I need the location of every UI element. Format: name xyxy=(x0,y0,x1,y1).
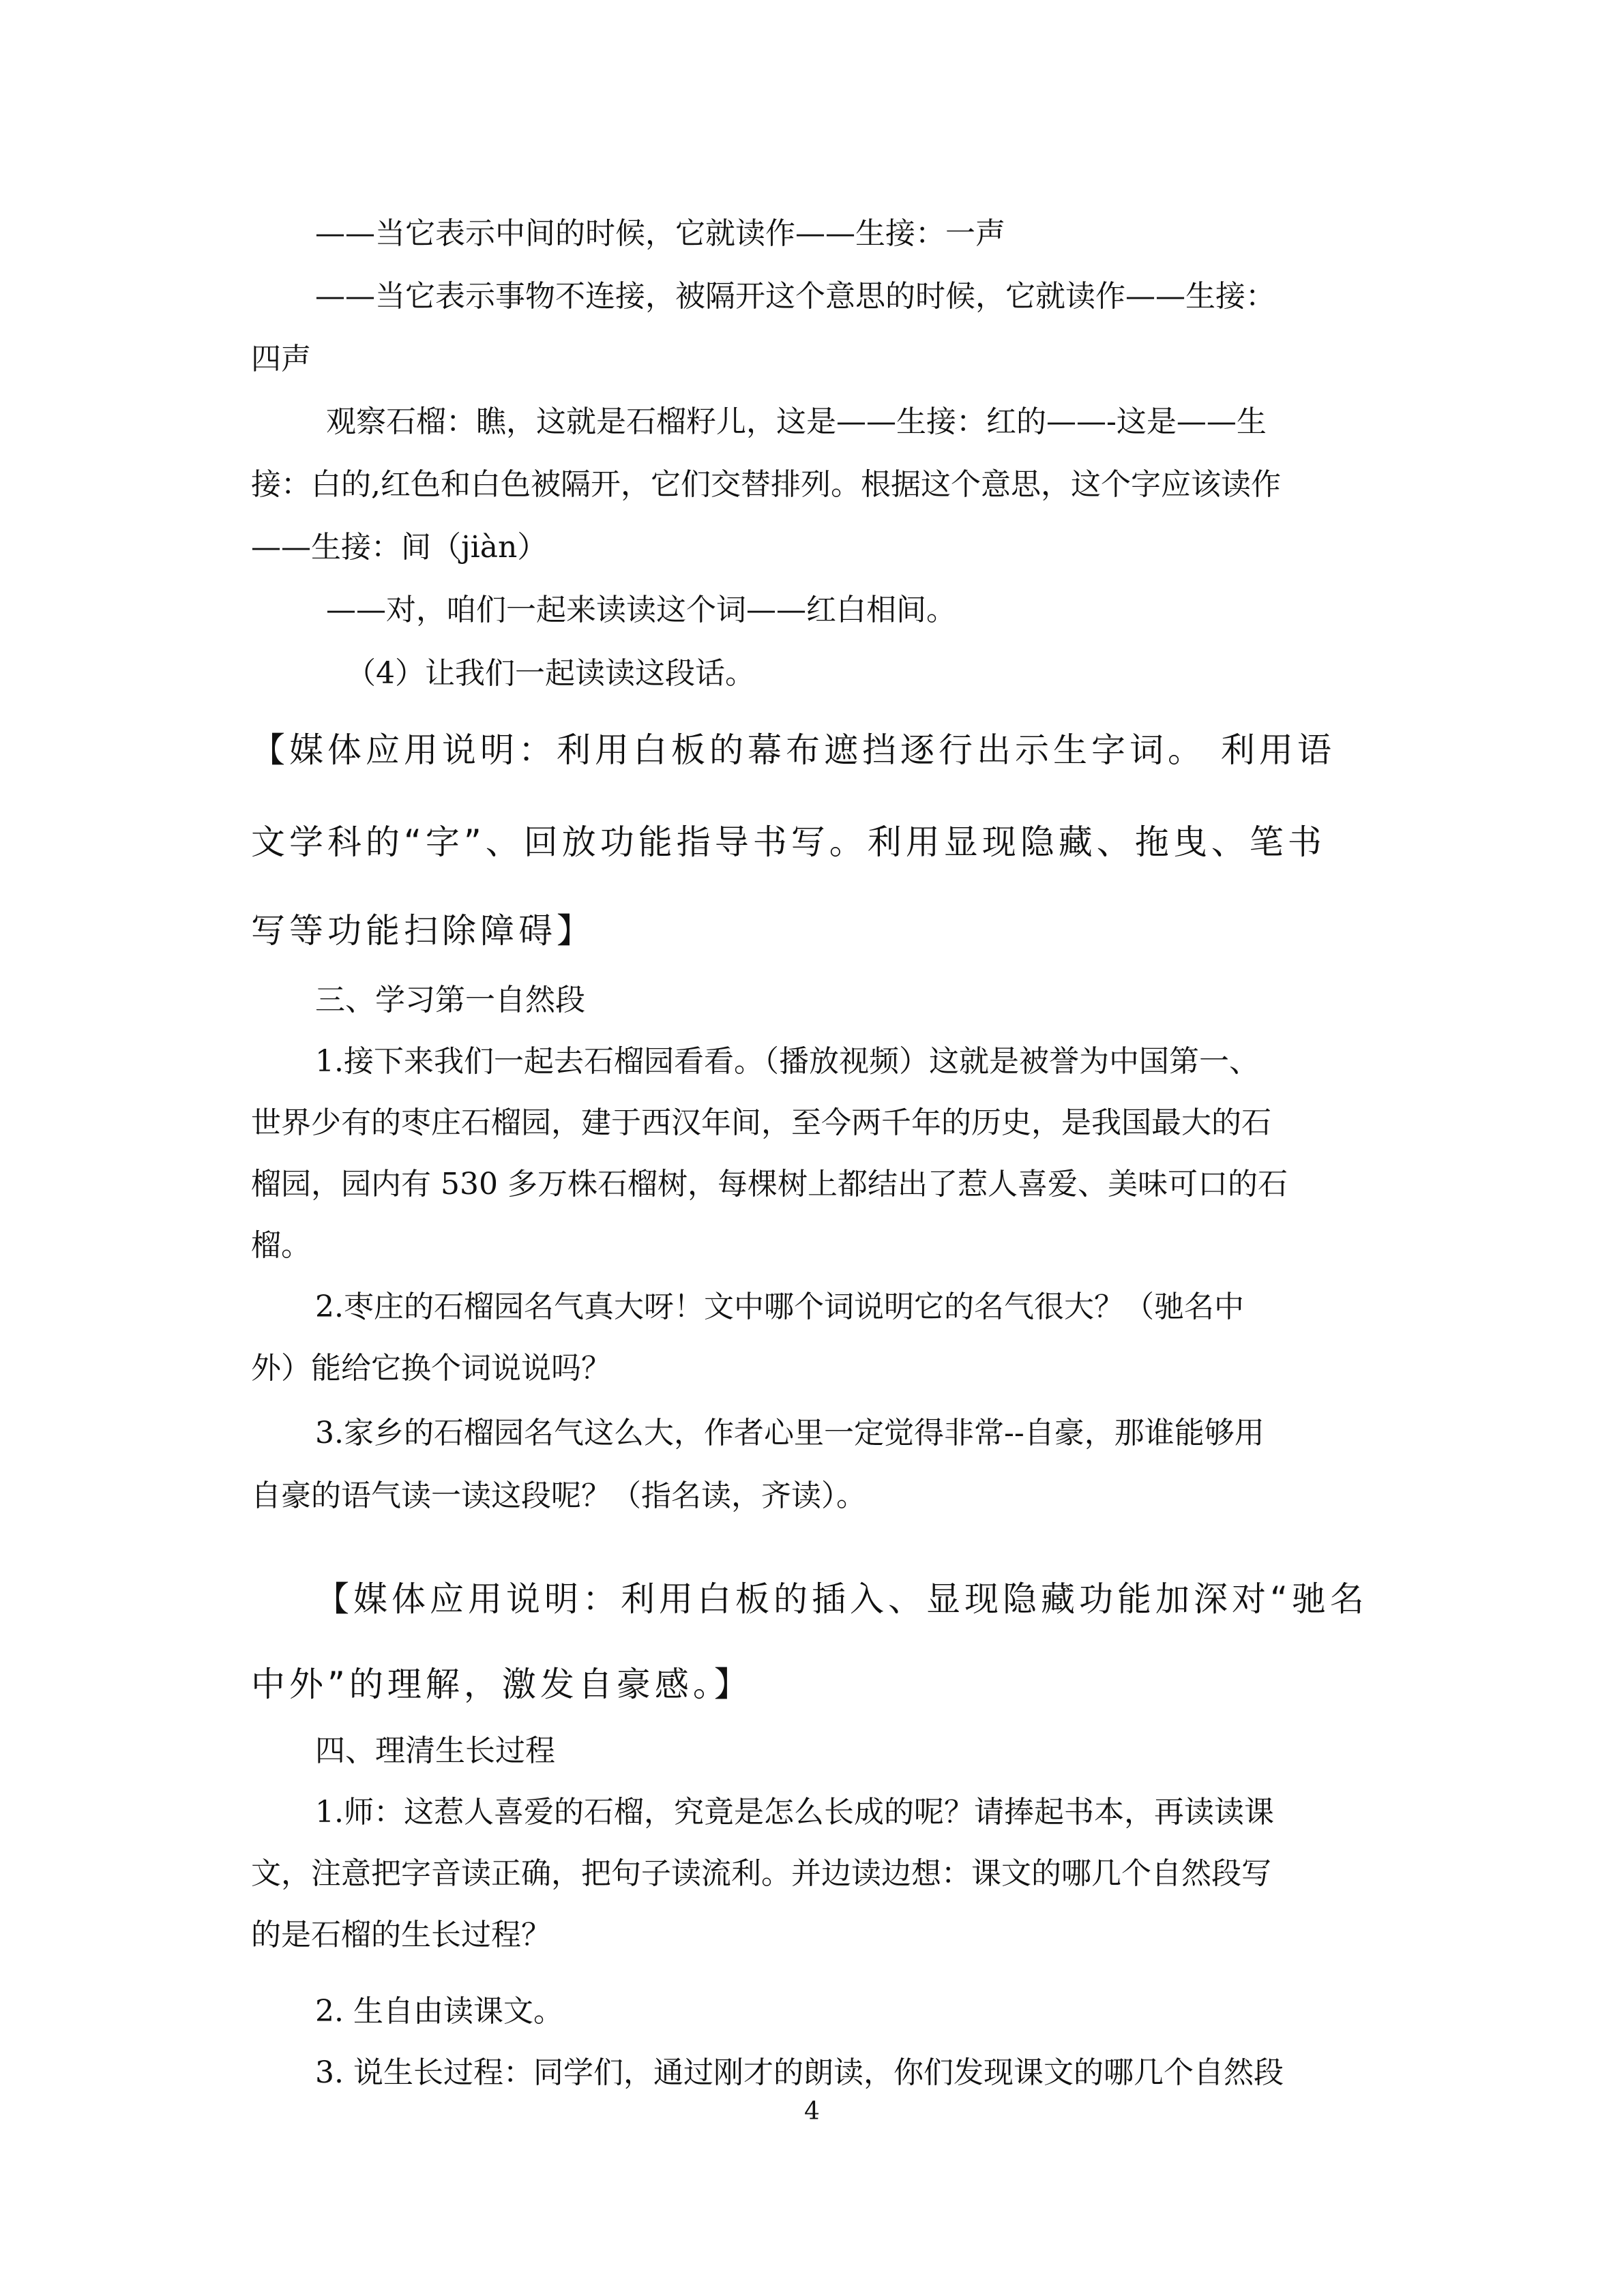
text-line: 1.师：这惹人喜爱的石榴，究竟是怎么长成的呢？请捧起书本，再读读课 xyxy=(315,1795,1274,1830)
media-note-line: 中外”的理解，激发自豪感。】 xyxy=(251,1665,752,1704)
text-line: 2. 生自由读课文。 xyxy=(315,1994,563,2029)
media-note-line: 【媒体应用说明：利用白板的插入、显现隐藏功能加深对“驰名 xyxy=(315,1579,1368,1619)
text-line: 接：白的,红色和白色被隔开，它们交替排列。根据这个意思，这个字应该读作 xyxy=(251,467,1281,502)
media-note-line: 写等功能扫除障碍】 xyxy=(251,911,595,951)
text-line: ——当它表示事物不连接，被隔开这个意思的时候，它就读作——生接： xyxy=(315,279,1275,314)
text-line: 榴。 xyxy=(251,1228,311,1263)
text-line: 2.枣庄的石榴园名气真大呀！文中哪个词说明它的名气很大？（驰名中 xyxy=(315,1289,1244,1324)
text-line: 文，注意把字音读正确，把句子读流利。并边读边想：课文的哪几个自然段写 xyxy=(251,1856,1271,1891)
text-line: 3.家乡的石榴园名气这么大，作者心里一定觉得非常--自豪，那谁能够用 xyxy=(315,1416,1265,1450)
media-note-line: 【媒体应用说明：利用白板的幕布遮挡逐行出示生字词。 利用语 xyxy=(251,730,1335,770)
text-line: ——当它表示中间的时候，它就读作——生接：一声 xyxy=(315,216,1005,251)
media-note-line: 文学科的“字”、回放功能指导书写。利用显现隐藏、拖曳、笔书 xyxy=(251,822,1326,862)
text-line: 的是石榴的生长过程？ xyxy=(251,1918,551,1952)
text-line: 榴园，园内有 530 多万株石榴树，每棵树上都结出了惹人喜爱、美味可口的石 xyxy=(251,1167,1288,1202)
page-number: 4 xyxy=(804,2098,820,2126)
text-line: 3. 说生长过程：同学们，通过刚才的朗读，你们发现课文的哪几个自然段 xyxy=(315,2055,1284,2090)
text-line: 观察石榴：瞧，这就是石榴籽儿，这是——生接：红的——-这是——生 xyxy=(326,404,1267,439)
text-line: 四声 xyxy=(251,342,311,376)
text-line: ——对，咱们一起来读读这个词——红白相间。 xyxy=(326,593,956,627)
text-line: （4）让我们一起读读这段话。 xyxy=(346,656,755,691)
section-heading: 三、学习第一自然段 xyxy=(315,983,585,1017)
text-line: ——生接：间（jiàn） xyxy=(251,530,548,565)
text-line: 自豪的语气读一读这段呢？（指名读，齐读）。 xyxy=(251,1478,866,1513)
text-line: 1.接下来我们一起去石榴园看看。（播放视频）这就是被誉为中国第一、 xyxy=(315,1044,1259,1079)
text-line: 世界少有的枣庄石榴园，建于西汉年间，至今两千年的历史，是我国最大的石 xyxy=(251,1105,1271,1140)
section-heading: 四、理清生长过程 xyxy=(315,1733,555,1768)
text-line: 外）能给它换个词说说吗？ xyxy=(251,1351,611,1386)
